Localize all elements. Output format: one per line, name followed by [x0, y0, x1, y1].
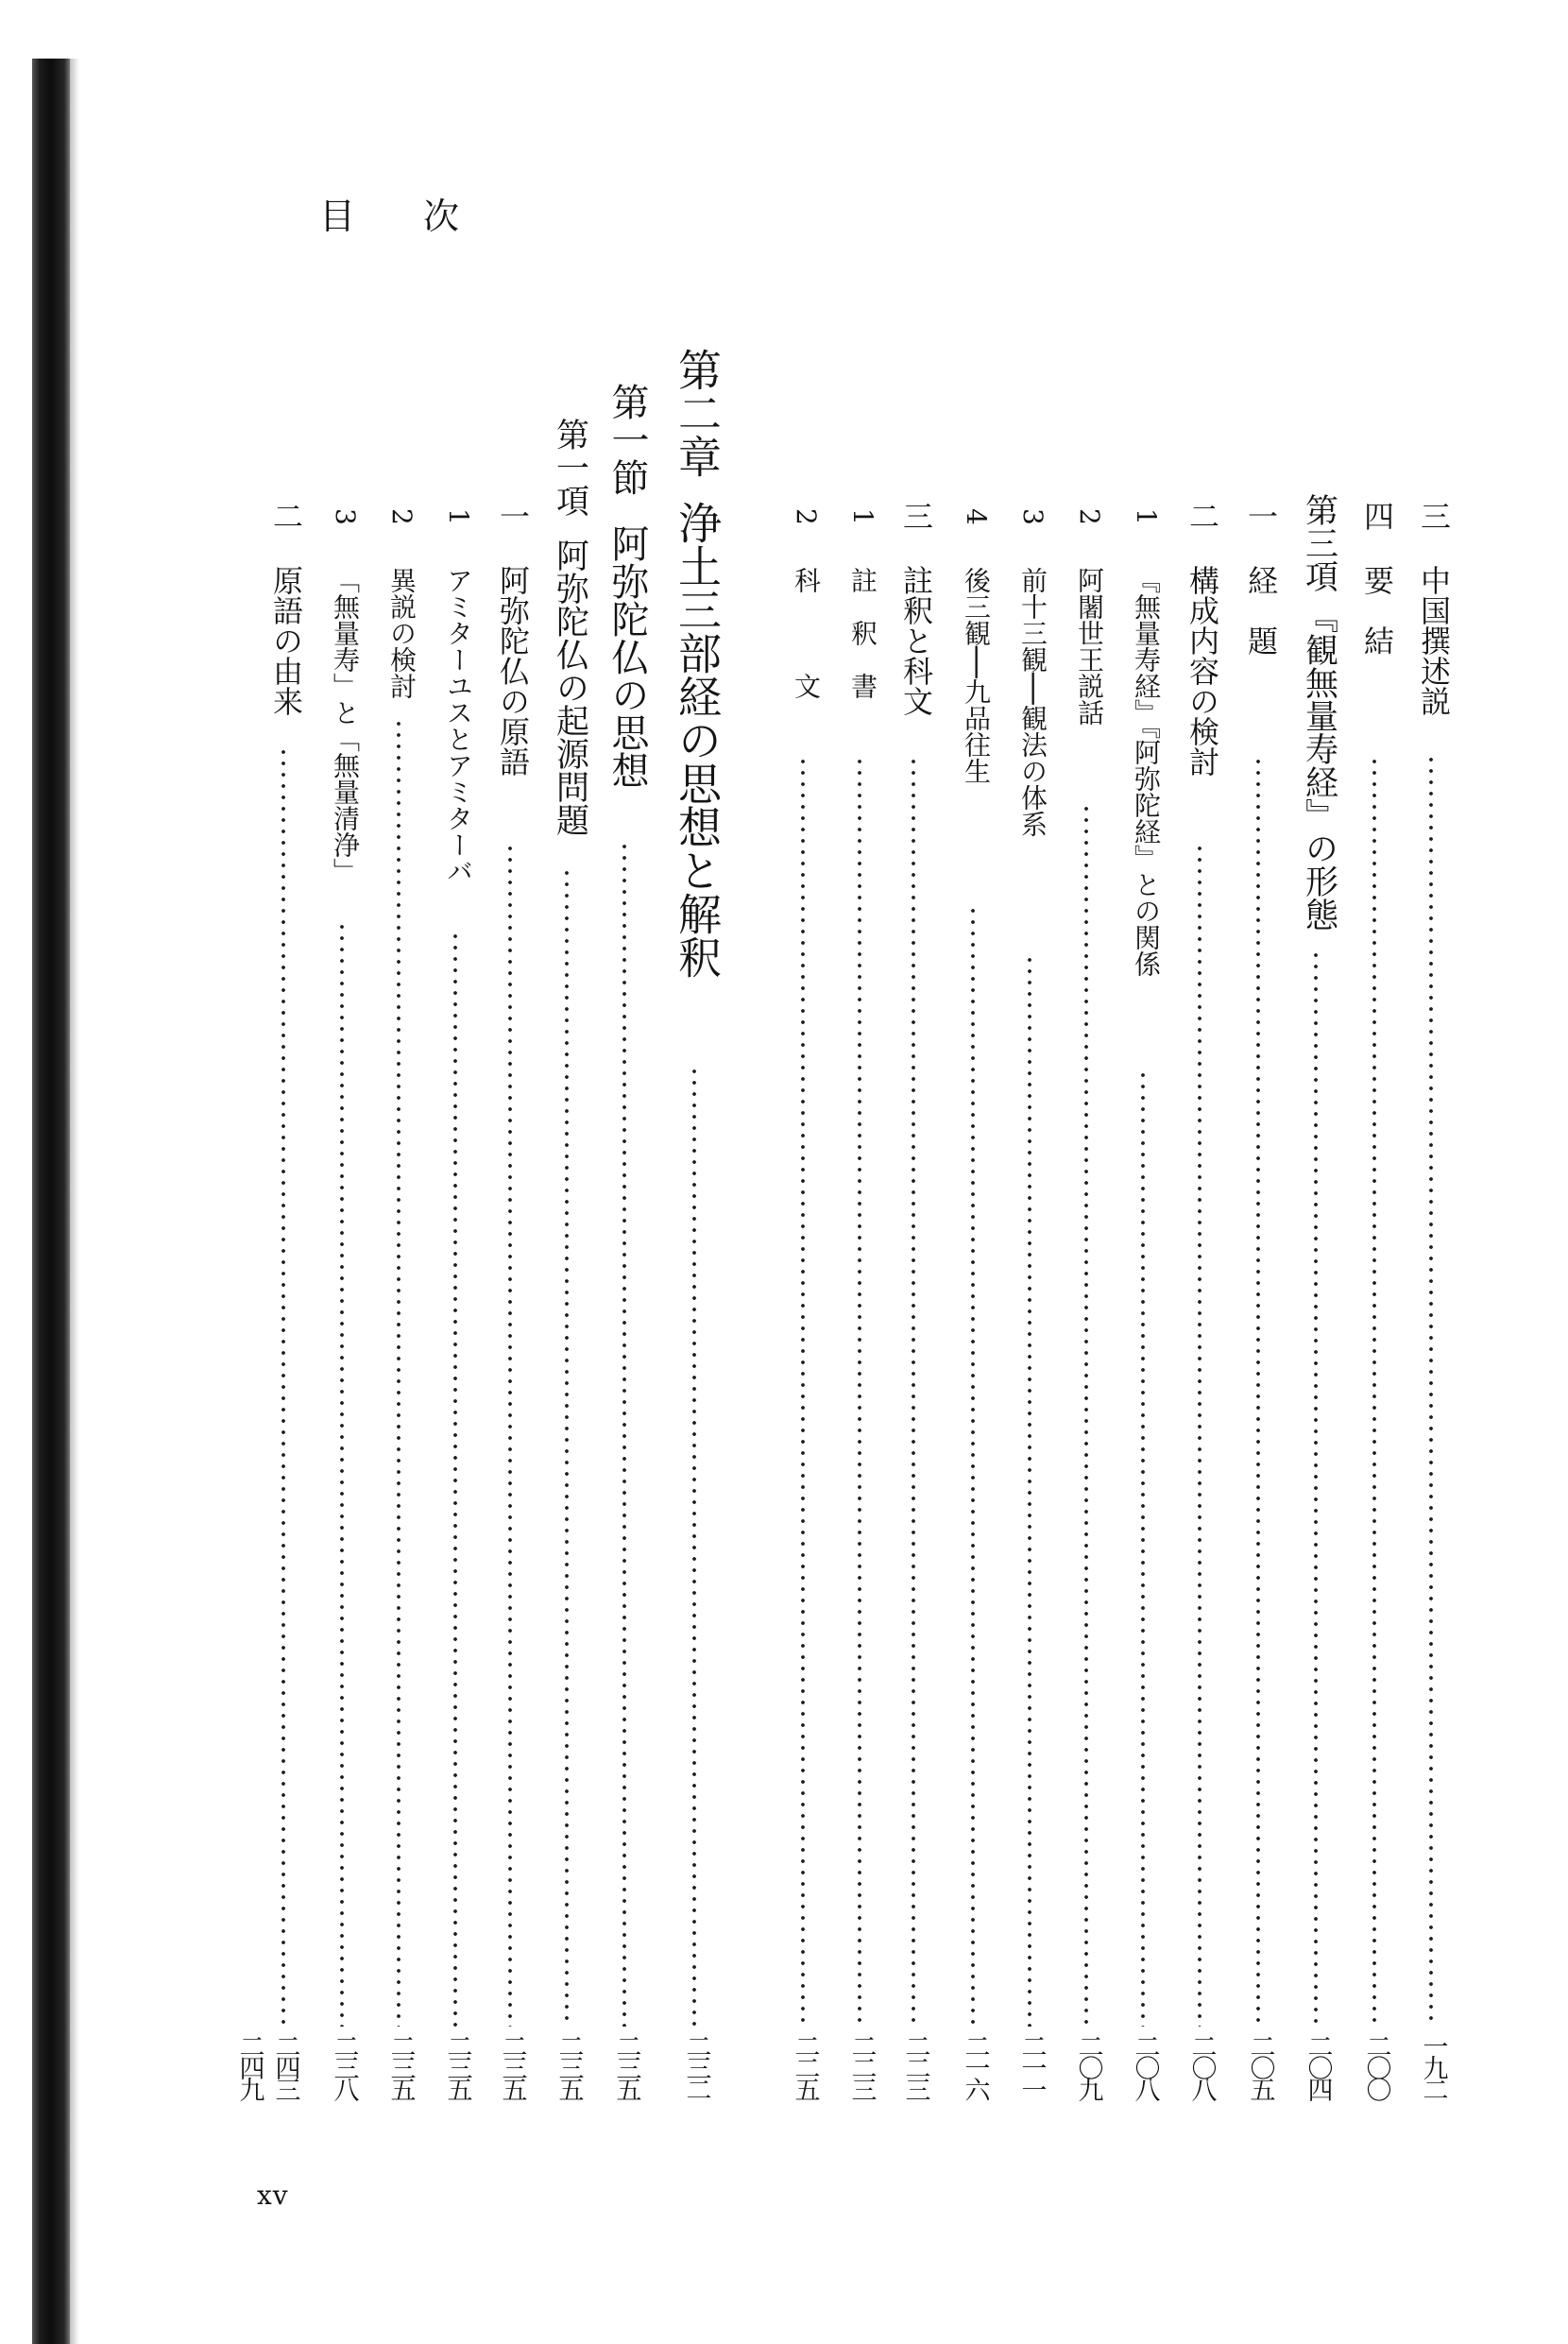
toc-entry-number: 3 — [1017, 508, 1048, 525]
toc-leader-dots — [340, 921, 344, 2027]
toc-entry-title: 『無量寿経』『阿弥陀経』との関係 — [1131, 567, 1162, 977]
toc-entry-number: 1 — [443, 508, 474, 525]
toc-entry-number: 第一節 — [605, 383, 649, 496]
toc-entry-number: 4 — [961, 508, 992, 525]
toc-entry-number: 一 — [1243, 501, 1279, 531]
toc-page-number: 二四九 — [234, 2033, 264, 2098]
toc-leader-dots — [622, 841, 626, 2027]
toc-leader-dots — [692, 1066, 696, 2027]
toc-entry-title: 「無量寿」と「無量清浄」 — [330, 567, 361, 884]
toc-page-number: 二〇〇 — [1361, 2033, 1391, 2098]
toc-page-number: 二一六 — [960, 2033, 990, 2098]
toc-page-number: 二三五 — [442, 2033, 472, 2098]
toc-entry-title: 阿弥陀仏の思想 — [605, 524, 649, 789]
toc-entry-title: 異説の検討 — [386, 567, 418, 699]
toc-page-number: 二三二 — [681, 2033, 711, 2098]
toc-entry-number: 第一項 — [551, 418, 589, 517]
toc-entry-title: 『観無量寿経』の形態 — [1300, 600, 1338, 931]
toc-leader-dots — [1141, 1069, 1145, 2027]
toc-entry-number: 二 — [1185, 501, 1220, 531]
toc-entry-title: 浄土三部経の思想と解釈 — [672, 501, 723, 979]
toc-page-number: 二二三 — [846, 2033, 877, 2098]
toc-entry-number: 第二章 — [672, 348, 723, 478]
book-spine-shadow — [32, 59, 70, 2344]
toc-entry-number: 四 — [1359, 501, 1395, 531]
toc-entry-number: 第三項 — [1300, 493, 1338, 592]
toc-entry-title: 阿弥陀仏の原語 — [495, 565, 531, 777]
toc-page-number: 一九二 — [1418, 2033, 1448, 2098]
toc-entry-title: 要 結 — [1359, 565, 1395, 656]
toc-page-number: 二三八 — [329, 2033, 359, 2098]
toc-page-number: 二四三 — [270, 2033, 300, 2098]
toc-page-number: 二二五 — [790, 2033, 820, 2098]
toc-entry-number: 三 — [898, 501, 934, 531]
toc-entry-number: 1 — [1131, 508, 1162, 525]
toc-header-moku: 目 — [319, 196, 356, 237]
toc-leader-dots — [971, 905, 975, 2027]
toc-leader-dots — [912, 756, 915, 2027]
toc-entry-title: 後三観──九品往生 — [961, 567, 992, 784]
toc-page-number: 二二三 — [900, 2033, 930, 2098]
toc-leader-dots — [565, 867, 569, 2027]
toc-entry-number: 2 — [1074, 508, 1105, 525]
toc-page-number: 二三五 — [497, 2033, 527, 2098]
toc-leader-dots — [1198, 843, 1202, 2027]
toc-leader-dots — [801, 756, 805, 2027]
toc-leader-dots — [397, 718, 401, 2027]
toc-entry-title: 阿闍世王説話 — [1074, 567, 1105, 726]
toc-leader-dots — [1084, 803, 1088, 2027]
toc-entry-number: 一 — [495, 501, 531, 531]
toc-entry-title: 阿弥陀仏の起源問題 — [551, 539, 589, 836]
toc-leader-dots — [453, 931, 457, 2027]
toc-leader-dots — [1429, 754, 1433, 2027]
toc-entry-number: 三 — [1416, 501, 1452, 531]
toc-entry-title: 中国撰述説 — [1416, 565, 1452, 716]
toc-header-ji: 次 — [423, 196, 460, 237]
toc-page-number: 二〇九 — [1073, 2033, 1103, 2098]
toc-leader-dots — [1372, 756, 1376, 2027]
toc-page-number: 二〇八 — [1130, 2033, 1160, 2098]
toc-entry-title: 科 文 — [791, 567, 822, 699]
toc-leader-dots — [1028, 954, 1031, 2027]
toc-leader-dots — [1314, 950, 1318, 2027]
toc-entry-title: 経 題 — [1243, 565, 1279, 656]
toc-page-number: 二三五 — [611, 2033, 641, 2098]
toc-entry-title: 註 釈 書 — [847, 567, 878, 699]
toc-page-number: 二〇四 — [1303, 2033, 1333, 2098]
toc-entry-title: 構成内容の検討 — [1185, 565, 1220, 777]
toc-page-number: 二〇八 — [1186, 2033, 1217, 2098]
toc-entry-number: 2 — [791, 508, 822, 525]
toc-page-number: 二三五 — [554, 2033, 584, 2098]
toc-leader-dots — [858, 756, 861, 2027]
toc-leader-dots — [281, 746, 285, 2027]
toc-entry-title: 前十三観──観法の体系 — [1017, 567, 1048, 837]
toc-entry-number: 1 — [847, 508, 878, 525]
toc-page-number: 二一一 — [1016, 2033, 1047, 2098]
toc-page-number: 二〇五 — [1245, 2033, 1275, 2098]
toc-entry-number: 二 — [268, 501, 304, 531]
page-folio: xv — [257, 2180, 289, 2211]
toc-entry-title: 原語の由来 — [268, 565, 304, 716]
toc-page-number: 二三五 — [385, 2033, 416, 2098]
toc-leader-dots — [508, 843, 512, 2027]
toc-entry-number: 3 — [330, 508, 361, 525]
toc-entry-number: 2 — [386, 508, 418, 525]
toc-entry-title: アミターユスとアミターバ — [443, 567, 474, 884]
book-spine-fade — [70, 59, 79, 2344]
toc-leader-dots — [1256, 756, 1260, 2027]
toc-entry-title: 註釈と科文 — [898, 565, 934, 716]
